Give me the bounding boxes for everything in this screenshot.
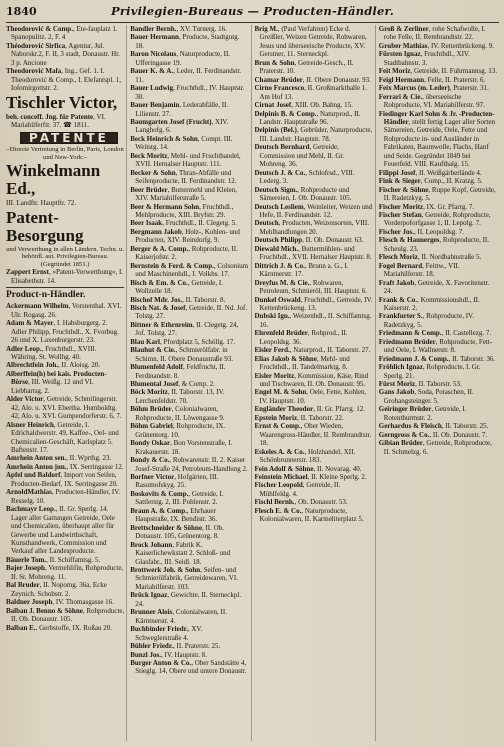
- directory-entry: Bauer Hermann, Producte, Stadtgutg. 18.: [130, 33, 240, 50]
- directory-entry: Bernstein & Ferd. & Comp., Colsonium und Maschinenhdl., I. Volkhs. 17.: [130, 261, 249, 279]
- divider-rule: [6, 287, 124, 288]
- directory-entry: Gans Jakob, Soda, Potaschen, II. Grohangsteinger. 5.: [378, 388, 474, 405]
- directory-entry: Filippi Josef, II. Weißgärberlände 4.: [378, 168, 482, 177]
- column-1: [6, 25, 127, 741]
- section-heading: Product-n-Händler.: [6, 290, 86, 301]
- directory-entry: Fischl Bernh., Ob. Donaustr. 53.: [254, 498, 348, 507]
- directory-entry: Brunner Alois, Colonialwaren, II. Kärntnerstr. 4.: [130, 608, 227, 625]
- directory-entry: Adler Leop., Fruchthdl., XVIII. Währing. St. Wollhg. 40.: [6, 344, 97, 362]
- directory-entry: Amrhein Anton jun., IX. Serringasse 12.: [6, 462, 124, 471]
- directory-entry: Delpinis (Bel.), Gebrüder, Naturproducte, III. Landstr. Hauptstr. 78.: [254, 126, 373, 143]
- directory-entry: Beck Moritz, Mehl- und Fruchthandel, XVII. Hernalser Hauptstr. 111.: [130, 151, 241, 169]
- directory-entry: Böhm Gabriel, Rohproducte, IX. Grünentorg. 10.: [130, 422, 226, 439]
- advertisement-heading: Winkelmann Ed.,: [6, 161, 101, 199]
- page-number: 1840: [6, 5, 37, 18]
- directory-entry: Fischer Moritz, IX. Gr. Pfarrg. 7.: [378, 202, 475, 211]
- directory-entry: Elias Jakob & Söhne, Mehl- und Fruchthdl., II. Tandelmarktg. 8.: [254, 354, 350, 372]
- directory-entry: Bandler Bernh., XV. Turnerg. 16.: [130, 25, 227, 33]
- directory-entry: Dittrich J. & Co., Brunn a. G., I. Kärntnerstr. 17.: [254, 261, 349, 279]
- directory-entry: Böck Moritz, II. Taborstr. 13, IV. Lerchenfeldstr. 70.: [130, 388, 225, 405]
- column-2: [130, 25, 251, 741]
- directory-entry: Blumental Josef, & Comp. 2.: [130, 380, 215, 389]
- directory-entry: Friedmann J. & Comp., II. Taborstr. 36.: [378, 354, 496, 363]
- directory-entry: Frank & Co., Kommissionshdl., II. Kaiserstr. 2.: [378, 295, 480, 312]
- directory-entry: Albrechtfein Joh., II. Aloisg. 20.: [6, 361, 101, 370]
- directory-entry: Baumgarten Josef (Frucht), XIV. Langhofg. 6.: [130, 117, 229, 135]
- directory-entry: Beer & Hermann Sohn, Fruchthdl., Mehlproducte, XIII. Bryfstr. 29.: [130, 202, 234, 219]
- advertisement-text: und Verwerthung in allen Ländern. Techn. u. behördl. aut. Privilegien-Bureau. (Gegründet 1851.): [6, 245, 124, 268]
- directory-entry: Bal Bruder, II. Nopomg. 36a, Ecke Zeynich. Schobstr. 2.: [6, 581, 107, 598]
- column-3: [255, 25, 376, 741]
- directory-entry: Cirnat Josef, XIII. Ob. Bahng. 15.: [254, 101, 353, 110]
- directory-entry: Beer Isaak, Fruchthdl., II. Clegetg. 5.: [130, 219, 237, 228]
- directory-entry: Engländer Theodor, II. Gr. Pfarrg. 12.: [254, 405, 365, 414]
- directory-entry: Berger & A. Comp., Rohproducte, II. Kaiserjofstr. 2.: [130, 244, 238, 262]
- directory-entry: Bachmayr Leop., II. Gr. Sperlg. 14. Lager aller Gattungen Getreide, Oele und Chemicalien, überhaupt aller für Gewerbe und Landwirthschaft, Kunsthandwerk, Commission und Verkauf aller Landesproducte.: [6, 505, 115, 556]
- directory-entry: Ferrari & Cie., überseeische Rohproducte, VI. Mariahilferstr. 97.: [378, 92, 485, 110]
- directory-entry: Bühler Friedr., II. Praterstr. 25.: [130, 642, 221, 651]
- directory-entry: Feinstein Michael, II. Kleine Sperlg. 2.: [254, 473, 367, 482]
- directory-entry: Bisch & Em. & Co., Getreide, I. Wollzeile 18.: [130, 278, 223, 296]
- directory-entry: Bäuerle Tom., II. Schiffamtsg. 5.: [6, 555, 101, 564]
- directory-entry: Gruber Mathias, IV. Rettenbrückeng. 9.: [378, 41, 494, 50]
- directory-entry: Fischer Stefan, Getreide, Rohproducte, Vorderpoforfgasse 1, II. Lepolg. 7.: [378, 210, 491, 228]
- page-header: [6, 4, 499, 23]
- directory-columns: [6, 25, 499, 741]
- directory-entry: Beck Heinrich & Sohn, Compt. III. Weitstg. 14.: [130, 134, 233, 152]
- directory-entry: Groß & Zerliner, rohe Schafwolle, I. rohe Felle, II. Rembrandtstr. 22.: [378, 25, 486, 42]
- directory-entry: Alder Victor, Getreide, Schmilingerstr. 42, Alo. u. XVI. Ebertha. Humboldtg. 42, Alo. u. XVI. Gumpendorferstr. 6, 7.: [6, 395, 122, 421]
- directory-entry: Fürsten Ignaz, Fruchthdl., XIV. Stadtbahnstr. 3.: [378, 50, 470, 67]
- directory-entry: Fraft Jakob, Getreide, X. Favoritenstr. 24.: [378, 278, 490, 296]
- directory-entry: Blauhut & Cie., Schmierölfabr. in Schimn, II. Obere Donaustraße 93.: [130, 346, 234, 363]
- directory-entry: Fogel Bernard, Feittw., VII. Mariahilferstr. 18.: [378, 261, 460, 279]
- directory-entry: Boskovits & Comp., Getreide, I. Sattlerstg. 2, III. Pohlenstr. 2.: [130, 489, 224, 507]
- directory-entry: Diewald Mich., Buttermühlen- und Fruchthdl., XVII. Hernalser Hauptstr. 8.: [254, 244, 372, 262]
- directory-entry: Deutsch Lesliem, Weinleiter, Weizen und Hefe, II. Ferdinandstr. 12.: [254, 202, 373, 219]
- directory-entry: Braun A. & Comp., Ehrhauer Haupstraße, IX. Bendistr. 36.: [130, 506, 218, 524]
- directory-entry: Flesch Moriz, II. Nordbahnstraße 5.: [378, 253, 482, 262]
- directory-entry: Bondy & Co., Rohwarenstr. II. 2. Kaiser Josef-Straße 24, Petroleum-Handlung 2.: [130, 456, 248, 473]
- advertisement-heading: Patent-Besorgung: [6, 207, 84, 245]
- directory-entry: Brück Ignaz, Gewichte, II. Sterneckpl. 24.: [130, 591, 242, 608]
- directory-entry: Epstein Moriz, II. Taborstr. 22.: [254, 413, 344, 422]
- directory-entry: Balban E., Gerbstoffe, IX. Roßau 20.: [6, 623, 113, 632]
- directory-entry: Cirno Francesco, II. Großmarkthalle 1. Am Hof 13.: [254, 84, 368, 101]
- directory-entry: Bergmann Jakob, Holz-, Kohlen- und Producten, XIV. Reindorfg. 9.: [130, 227, 240, 245]
- directory-entry: Bondy Oskar, Bon Vorstenstraße, I. Krakauerstr. 18.: [130, 439, 233, 456]
- directory-entry: Ehrenfeld Brüder, Rohprod., II. Leopoldsg. 36.: [254, 329, 348, 346]
- directory-entry: Theodorović Mafa, Ing., Gef. 1. I. Theodorović & Comp., I. Elefantspl. 1, Iofomirgottstr. 2.: [6, 67, 122, 93]
- directory-entry: Deutsch J. & Co., Schlofrsd., VIII. Lederg. 3.: [254, 168, 355, 186]
- directory-entry: Amrhein Anton sen., II. Wprthg. 23.: [6, 454, 112, 463]
- directory-entry: Brig M., (Paul Verfahren) Ecke d. Greißler, Weizen Getreide, Rohwaren, Jesus und überseeische Producte, XV. Gerstner, 11. Sterneckpl.: [254, 25, 367, 59]
- directory-entry: Theodorović & Comp., Ete-fauplatz 1. Spanopulitz. 2, F. 4: [6, 25, 118, 42]
- directory-entry: ArnoldMathias, Producten-Händler, IV. Resselg. 10.: [6, 488, 121, 505]
- directory-entry: Zappert Ernst, »Patent-Verwerthung«, I. Elisabethstr. 14.: [6, 268, 124, 285]
- directory-entry: Eskeles A. & Co., Holzhandel, XII. Schönbrunnerstr. 183.: [254, 447, 356, 465]
- advertisement-heading: Tischler Victor,: [6, 92, 118, 112]
- directory-entry: Dunkel Oswald, Fruchthdl., Getreide, IV. Kettenbrückeng. 13.: [254, 295, 373, 312]
- directory-entry: Brottwerk Joh. & Sohn, Seifen- und Schmierölfabrik, Getreidewaren, VI. Mariahilferstr. 103.: [130, 566, 238, 591]
- directory-entry: Friedmann & Comp., II. Castellezg. 7.: [378, 329, 492, 338]
- directory-entry: beh. conceff. Jng. für Patente, VI. Mariahilferftr. 37. ☎ 1811.: [6, 112, 106, 130]
- directory-entry: Deutsch Philipp, II. Ob. Donaustr. 63.: [254, 236, 364, 245]
- directory-entry: Deutsch, Producten, Weizensorten, VIII. Mehlhandlungen 20.: [254, 219, 369, 236]
- directory-entry: Baron Nicolaus, Naturproducte, II. Ufferingasse 19.: [130, 50, 231, 67]
- directory-entry: Alberffein(h) bei kais. Producten- Börse, III. Weißg. 12 und VI. Liebhartsg. 2.: [6, 369, 107, 395]
- directory-entry: Fischer & Söhne, Ruppe Kopf, Getreide, II. Radetzkyg. 5.: [378, 185, 496, 203]
- directory-entry: III. Landftr. Hauptftr. 72.: [6, 199, 77, 208]
- directory-entry: Beer Brüder, Buttermehl und Kleien, XIV. Mariahilferstraße 5.: [130, 185, 238, 203]
- directory-entry: Burger Anton & Co., Ober Sandstätte 4, Stieglg. 14, Obere und untere Donaustr.: [130, 658, 247, 676]
- directory-entry: Fröhlich Ignaz, Rohproducte, I. Gr. Sperlg. 21.: [378, 363, 481, 380]
- directory-entry: Eisler Moritz, Kommission, Käse, Rind und Tischwaren, II. Ob. Donaustr. 95.: [254, 371, 369, 389]
- directory-entry: Geiringer Brüder, Getreide, I. Rotenthurmstr. 2.: [378, 405, 467, 422]
- directory-entry: Bauer K. & A., Leder, II. Ferdinandstr. 11.: [130, 67, 242, 84]
- directory-entry: Bischof Mdr. Jos., II. Taborstr. 8.: [130, 295, 226, 304]
- directory-entry: Brock Johann, Fabrik K. Kaiserlichewkstatt 2. Schloß- und Glasfabr., III. Seidl. 18.: [130, 540, 231, 566]
- directory-entry: Feit Moriz, Getreide, II. Fuhrmannsg. 13.: [378, 67, 497, 76]
- directory-entry: Ackermann Wilhelm, Vorstenthal. XVI. Ulr. Rogasg. 26.: [6, 302, 122, 319]
- directory-entry: Théodorović Sirfica, Agentur, Jul. Naborskr.2, F. II, 3 stadt, Donaustr. Hr. 3 p. Ancione: [6, 41, 120, 67]
- directory-entry: Gerngross & Co., II. Ob. Donaustr. 7.: [378, 430, 488, 439]
- directory-entry: Blumenfeld Adolf, Feldfrucht, II. Ferdinandstr. 8.: [130, 363, 226, 380]
- directory-entry: Fink & Sieger, Comp., II. Kratzg. 5.: [378, 177, 483, 186]
- directory-entry: Flesch E. & Co., Naturproducte, Kolonialwaren, II. Karmeliterplatz 5.: [254, 506, 364, 524]
- advertisement-text: –Directe Vertretung in Berlin, Paris, London und New-York:–: [6, 145, 124, 161]
- directory-entry: Bauer Benjamin, Lederabfälle, II. Lilienstr. 27.: [130, 101, 229, 118]
- advertisement-banner: PATENTE: [20, 132, 118, 144]
- directory-entry: Dreyfus M. & Cie., Rohwaren, Petroleum, Schmieröl, III. Hauptstr. 6.: [254, 278, 368, 296]
- column-4: [379, 25, 499, 741]
- directory-entry: Deutsch Sigm., Rohproducte und Sämereien, I. Ob. Donaustr. 105.: [254, 185, 352, 203]
- directory-entry: Becker & Sohn, Thran-Abfälle und Seifenproducte, II. Ferdinandstr. 12.: [130, 168, 237, 186]
- directory-entry: Blau Karl, Pfordplatz 5, Schöllg. 17.: [130, 337, 236, 346]
- directory-entry: Friedmann Brüder, Rohproducte, Fett- und Oele, I. Wallnerstr. 8.: [378, 337, 493, 355]
- directory-entry: Eisler Ferd., Naturprod., II. Taborstr. 27.: [254, 346, 371, 355]
- directory-entry: Flesch & Haunerges, Rohproducte, II. Scheulg. 23.: [378, 236, 489, 253]
- directory-entry: Delpinis B. & Comp., Naturprod., II. Landstr. Hauptstraße 96.: [254, 109, 361, 126]
- directory-entry: Brettschneider & Söhne, II. Ob. Donaustr. 105, Grünentorg. 8.: [130, 523, 224, 541]
- directory-entry: Fiedinger Karl Sohn & Jr. -Producten-Händler, stellt fertig Lager aller Sorten Sämereien, Getreide, Oele, Fette und Rohproducte in- und Ausländer in Fabrikaten, Baumwolle, Flachs, Hanf und Seide. Gegründet 1849 bei Feuerfeld. VIII. Kaufthalg. 15.: [378, 109, 495, 169]
- directory-entry: Gibian Brüder, Getreide, Rohproducte, II. Schmelzg. 6.: [378, 439, 492, 456]
- directory-entry: Baldner Joseph, IV. Thomasgasse 16.: [6, 598, 114, 607]
- directory-entry: Balban J. Benno & Söhne, Rohproducte, II. Ob. Donaustr. 105.: [6, 606, 125, 624]
- directory-entry: Fischer Jos., II. Leopoldsg. 7.: [378, 227, 464, 236]
- directory-entry: Brun & Sohn, Getreide-Gesch., II. Praterstr. 10.: [254, 58, 354, 76]
- directory-entry: Fischer Leopold, Getreide, II. Mühlfeldg. 4.: [254, 481, 341, 498]
- directory-entry: Deutsch Bernhard, Getreide, Commission und Mehl, II. Gr. Mohreng. 36.: [254, 143, 345, 169]
- running-title: Privilegien-Bureaus — Producten-Händler.: [111, 4, 394, 18]
- directory-entry: Bisch Nat. & Josef, Getreide, II. Nd. Jof. Tolstg. 27.: [130, 303, 248, 321]
- advertisement-banner-wrap: [6, 130, 124, 146]
- directory-entry: Fein Adolf & Söhne, II. Novarag. 40.: [254, 464, 362, 473]
- directory-entry: Buchbinder Friedr., XV. Schweglerstraße 4.: [130, 625, 203, 642]
- directory-entry: Bittner & Ethrnreim, II. Clegetg. 24, Jof. Tolstg. 27.: [130, 320, 239, 338]
- directory-entry: Adam & Mayer, I. Habsburgerg. 2. Adler Philipp, Fruchthdl., X. Fvorbug. 26 und X. Laxenburgerstr. 23.: [6, 319, 119, 345]
- directory-entry: Chamar Brüder, II. Obere Donaustr. 93.: [254, 75, 371, 84]
- directory-entry: Böhm Brüder, Colonialwaren, Rohproducte, II. Löwengasse 9.: [130, 405, 225, 422]
- directory-entry: Bajer Joseph, Vermehlifin, Rohproducte, II. Sr. Mohreng. 11.: [6, 564, 124, 581]
- directory-entry: Engel M. & Sohn, Oele, Fette, Kohlen, IV. Hauptstr. 10.: [254, 388, 367, 405]
- directory-entry: Alsner Heinrich, Getreide, I. Edrichaldwerstr. 49, Kaffee-, Oel- und Chemicalien-Geschäft, Karlsplatz 5. Baftenstr. 17.: [6, 420, 119, 455]
- directory-entry: Dubski Ign., Weizenhdl., II. Schiffamtsg. 16.: [254, 312, 372, 329]
- directory-entry: Ernst & Comp., Ober Wieden, Waarengross-Händler, II. Rembrandtstr. 18.: [254, 422, 372, 448]
- directory-entry: Apfel und Baldorf, Import von Seifen, Producten-Bedarf, IX. Serringasse 20.: [6, 471, 118, 488]
- directory-entry: Frankfurter S., Rohproducte, IV. Radetzkyg. 5.: [378, 312, 474, 329]
- directory-entry: Borfner Victor, Hofgärten, III. Rasumofskyg. 25.: [130, 473, 219, 490]
- directory-entry: Bauer Ludwig, Fruchthdl., IV. Hauptstr. 30.: [130, 84, 245, 101]
- directory-entry: Gerhardus & Fleisch, II. Taborstr. 25.: [378, 422, 489, 431]
- directory-entry: Feigl Hermann, Felle, II. Praterstr. 6.: [378, 75, 486, 84]
- directory-entry: Bunzl Jos., IV. Hauptstr. 8.: [130, 650, 207, 659]
- directory-entry: Feix Marcus (m. Leder), Praterstr. 31.: [378, 84, 489, 93]
- directory-entry: Fürst Moriz, II. Taborstr. 53.: [378, 380, 462, 389]
